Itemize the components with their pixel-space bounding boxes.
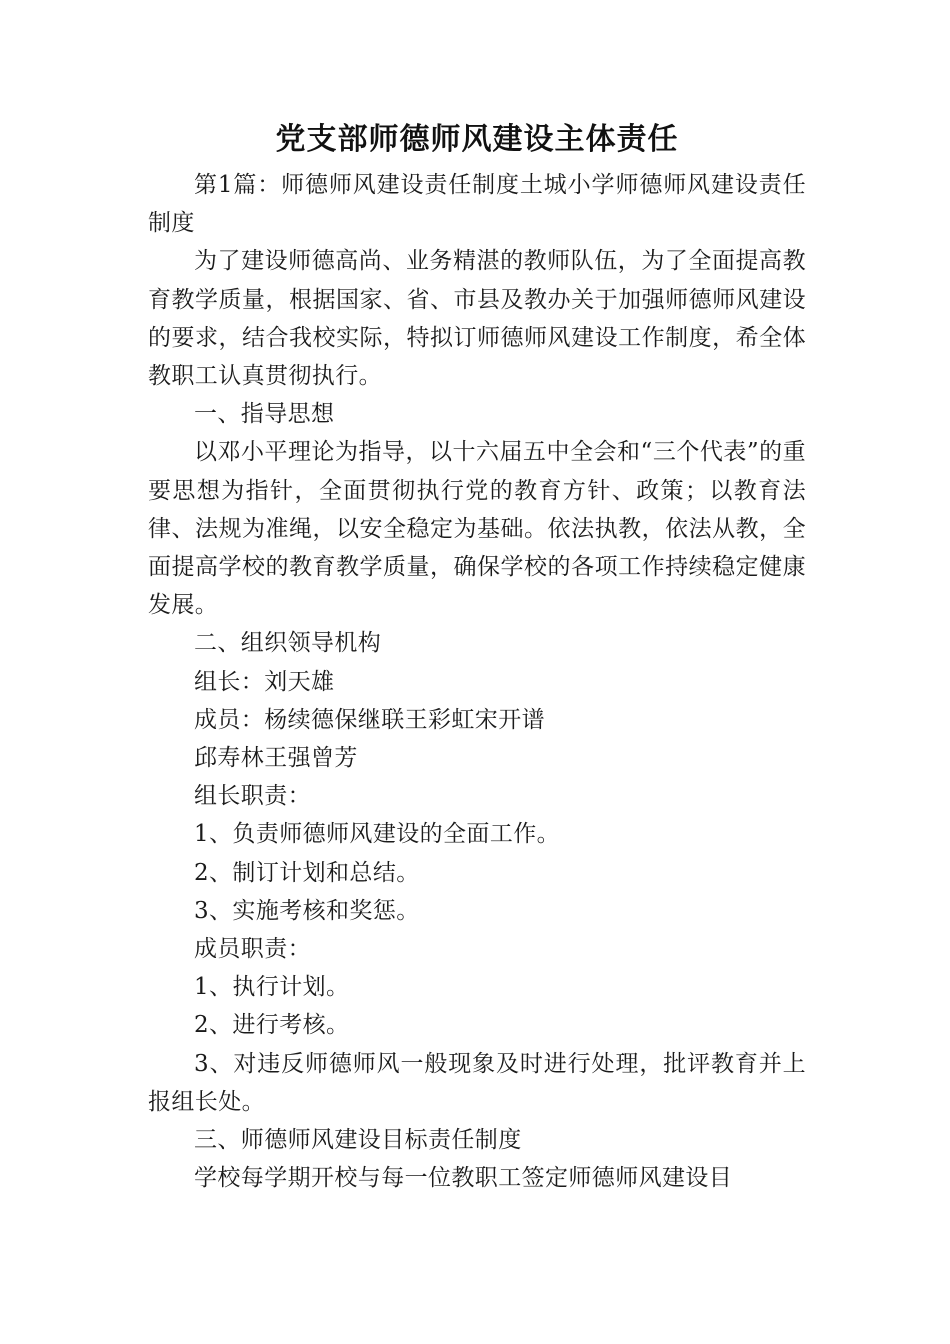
paragraph-guiding-thought: 以邓小平理论为指导，以十六届五中全会和“三个代表”的重要思想为指针，全面贯彻执行党的教育方针、政策；以教育法律、法规为准绳，以安全稳定为基础。依法执教，依法从教，全面提高学校的教育教学质量，确保学校的各项工作持续稳定健康发展。 bbox=[148, 439, 806, 619]
list-item-member-duty-1: 1、执行计划。 bbox=[194, 974, 350, 1001]
list-item-leader-duty-3: 3、实施考核和奖惩。 bbox=[194, 897, 420, 924]
document-page bbox=[148, 118, 806, 1197]
paragraph-leader-duties-heading: 组长职责： bbox=[194, 783, 311, 810]
paragraph-leader: 组长：刘天雄 bbox=[194, 668, 335, 695]
list-item-leader-duty-1: 1、负责师德师风建设的全面工作。 bbox=[194, 821, 561, 848]
paragraph-members: 成员：杨续德保继联王彩虹宋开谱 bbox=[194, 706, 545, 733]
section-heading-organization: 二、组织领导机构 bbox=[194, 630, 382, 657]
paragraph-heading-part1: 第1篇：师德师风建设责任制度土城小学师德师风建设责任制度 bbox=[148, 172, 806, 237]
section-heading-guiding-thought: 一、指导思想 bbox=[194, 401, 335, 428]
section-heading-responsibility-system: 三、师德师风建设目标责任制度 bbox=[194, 1127, 522, 1154]
document-title: 党支部师德师风建设主体责任 bbox=[275, 122, 679, 157]
list-item-leader-duty-2: 2、制订计划和总结。 bbox=[194, 859, 420, 886]
paragraph-intro: 为了建设师德高尚、业务精湛的教师队伍，为了全面提高教育教学质量，根据国家、省、市县及教办关于加强师德师风建设的要求，结合我校实际，特拟订师德师风建设工作制度，希全体教职工认真贯彻执行。 bbox=[148, 248, 806, 390]
paragraph-members-continued: 邱寿林王强曾芳 bbox=[194, 745, 358, 772]
paragraph-responsibility-system: 学校每学期开校与每一位教职工签定师德师风建设目 bbox=[194, 1165, 733, 1192]
list-item-member-duty-2: 2、进行考核。 bbox=[194, 1012, 350, 1039]
paragraph-member-duties-heading: 成员职责： bbox=[194, 936, 311, 963]
list-item-member-duty-3: 3、对违反师德师风一般现象及时进行处理，批评教育并上报组长处。 bbox=[148, 1050, 806, 1115]
